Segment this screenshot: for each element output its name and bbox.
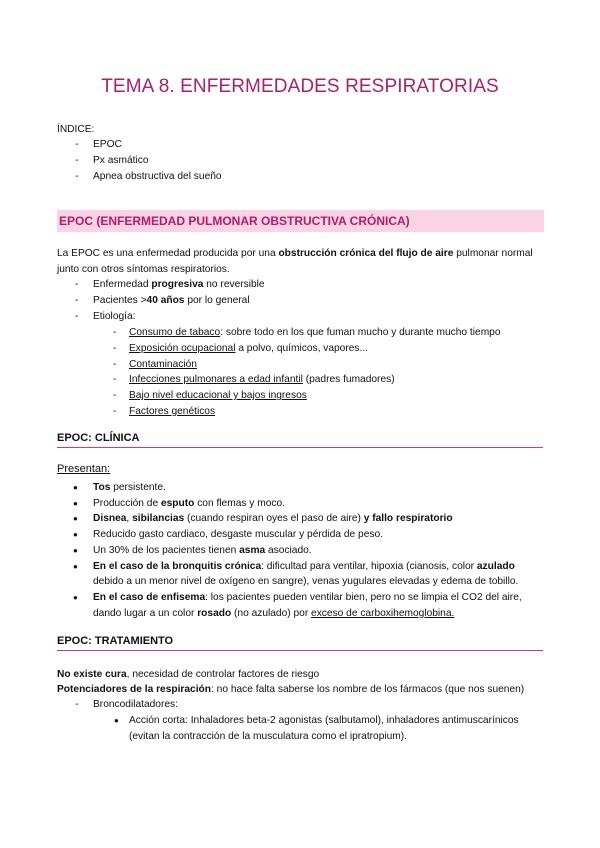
broncodilatadores-list <box>57 713 547 745</box>
section-heading-epoc: EPOC (ENFERMEDAD PULMONAR OBSTRUCTIVA CRÓNICA) <box>57 210 544 232</box>
text: Pacientes > <box>93 295 147 306</box>
text: por lo general <box>184 295 250 306</box>
tratamiento-line <box>57 682 547 697</box>
underlined-text: Exposición ocupacional <box>129 342 236 354</box>
bold-text: Tos <box>93 482 111 493</box>
epoc-list <box>57 277 547 325</box>
list-item <box>57 388 547 404</box>
section-heading-tratamiento: EPOC: TRATAMIENTO <box>57 635 543 651</box>
text: no reversible <box>203 279 265 290</box>
text: (cuando respiran oyes el paso de aire) <box>184 513 364 525</box>
list-item <box>57 341 547 357</box>
text: , necesidad de controlar factores de riesgo <box>126 669 320 680</box>
list-item <box>57 543 547 559</box>
text: : no hace falta saberse los nombre de los fármacos (que nos suenen) <box>211 684 525 695</box>
list-item <box>57 511 547 527</box>
index-list <box>57 137 222 185</box>
underlined-text: Bajo nivel educacional y bajos ingresos <box>129 390 307 402</box>
underlined-text: Consumo de tabaco <box>129 327 221 338</box>
bold-text: obstrucción crónica del flujo de aire <box>278 248 454 259</box>
text: (no azulado) por <box>231 607 312 619</box>
list-item: - Etiología: <box>57 309 547 325</box>
underlined-text: Factores genéticos <box>129 405 216 417</box>
clinica-list <box>57 480 547 621</box>
list-item <box>57 325 547 341</box>
tratamiento-list <box>57 697 547 713</box>
etiologia-list <box>57 325 547 420</box>
text: con flemas y moco. <box>194 497 285 509</box>
bold-text: En el caso de la bronquitis crónica <box>93 560 262 572</box>
list-item <box>57 590 547 621</box>
list-item <box>57 559 547 590</box>
bold-text: azulado <box>476 560 515 572</box>
list-item: - Broncodilatadores: <box>57 697 547 713</box>
list-item <box>57 277 547 293</box>
text: Enfermedad <box>93 279 152 290</box>
page-title: TEMA 8. ENFERMEDADES RESPIRATORIAS <box>101 76 499 97</box>
bold-text: sibilancias <box>132 513 185 525</box>
bold-text: No existe cura <box>57 669 127 680</box>
bold-text: y fallo respiratorio <box>363 513 453 525</box>
bold-text: Potenciadores de la respiración <box>57 684 212 695</box>
list-item <box>57 293 547 309</box>
presentan-label: Presentan: <box>57 463 111 475</box>
text: asociado. <box>265 544 312 556</box>
text: , <box>126 513 133 525</box>
underlined-text: exceso de carboxihemoglobina. <box>311 607 455 619</box>
epoc-intro <box>57 246 547 277</box>
list-item <box>57 404 547 420</box>
list-item: ● Acción corta: Inhaladores beta-2 agonistas (salbutamol), inhaladores antimuscarínicos (evitan la contracción de la musculatura como el ipratropium). <box>57 713 547 745</box>
index-item: - EPOC <box>57 137 222 153</box>
index-block <box>57 122 222 185</box>
text: pulmonar normal junto con otros síntomas respiratorios. <box>57 248 533 275</box>
index-item: - Px asmático <box>57 153 222 169</box>
section-tratamiento-body <box>57 667 547 745</box>
section-epoc-body <box>57 246 547 420</box>
text: La EPOC es una enfermedad producida por una <box>57 248 279 259</box>
index-label: ÍNDICE: <box>57 124 95 135</box>
bold-text: esputo <box>160 497 195 509</box>
text: Un 30% de los pacientes tienen <box>93 544 240 556</box>
bold-text: progresiva <box>151 279 204 290</box>
text: debido a un menor nivel de oxígeno en sangre), venas yugulares elevadas y edema de tobillo. <box>93 576 519 588</box>
bold-text: En el caso de enfisema <box>93 591 206 603</box>
list-item <box>57 496 547 512</box>
bold-text: 40 años <box>146 295 185 306</box>
text: : sobre todo en los que fuman mucho y durante mucho tiempo <box>220 327 501 338</box>
list-item <box>57 480 547 496</box>
tratamiento-line <box>57 667 547 682</box>
section-heading-clinica: EPOC: CLÍNICA <box>57 432 543 448</box>
list-item: ● Reducido gasto cardiaco, desgaste muscular y pérdida de peso. <box>57 527 547 543</box>
text: a polvo, químicos, vapores... <box>235 342 368 354</box>
text: (padres fumadores) <box>302 374 395 386</box>
bold-text: rosado <box>197 607 232 619</box>
list-item <box>57 357 547 373</box>
bold-text: Disnea <box>93 513 127 525</box>
text: Producción de <box>93 497 161 509</box>
text: : dificultad para ventilar, hipoxia (cianosis, color <box>261 560 477 572</box>
text: persistente. <box>110 482 166 493</box>
bold-text: asma <box>239 544 266 556</box>
underlined-text: Infecciones pulmonares a edad infantil <box>129 374 303 386</box>
index-item: - Apnea obstructiva del sueño <box>57 169 222 185</box>
text: : los pacientes pueden ventilar bien, pero no se limpia el CO2 del aire, dando lugar a un color <box>93 591 522 619</box>
underlined-text: Contaminación <box>129 358 197 370</box>
list-item <box>57 372 547 388</box>
